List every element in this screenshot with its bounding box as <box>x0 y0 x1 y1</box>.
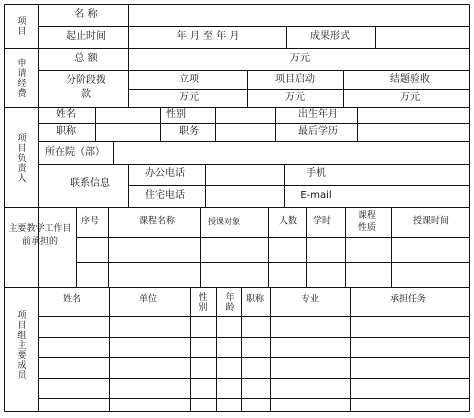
leader-post-label: 职务 <box>179 126 199 137</box>
section-label-teaching: 主要教学工作目前承担的 <box>8 224 72 247</box>
members-col-unit: 单位 <box>138 294 158 305</box>
leader-office-phone-label: 办公电话 <box>145 168 185 179</box>
funding-stage-1-unit: 万元 <box>179 92 199 103</box>
teaching-col-audience: 授课对象 <box>208 217 240 226</box>
leader-birth-label: 出生年月 <box>298 109 338 120</box>
teaching-col-time: 授课时间 <box>412 216 450 227</box>
leader-email-label: E-mail <box>300 190 332 201</box>
project-date-range: 年 月 至 年 月 <box>176 31 240 42</box>
members-col-age: 年龄 <box>223 292 234 312</box>
members-col-major: 专业 <box>300 294 320 305</box>
funding-stage-2-unit: 万元 <box>285 92 305 103</box>
funding-installments-label: 分阶段拨款 <box>66 75 106 100</box>
leader-contact-label: 联系信息 <box>70 178 110 189</box>
members-col-title: 职称 <box>245 294 265 305</box>
teaching-col-nature: 课程性质 <box>357 211 376 233</box>
leader-title-label: 职称 <box>56 126 76 137</box>
section-label-project: 项目 <box>15 16 26 36</box>
funding-total-unit: 万元 <box>290 53 310 64</box>
members-col-name: 姓名 <box>62 294 82 305</box>
funding-total-label: 总 额 <box>74 53 98 64</box>
project-start-end-label: 起止时间 <box>66 31 106 42</box>
funding-stage-3-label: 结题验收 <box>390 74 430 85</box>
leader-name-label: 姓名 <box>56 109 76 120</box>
section-label-members: 项目组主要成员 <box>15 310 26 380</box>
teaching-col-hours: 学时 <box>312 216 332 227</box>
leader-home-phone-label: 住宅电话 <box>145 190 185 201</box>
members-col-task: 承担任务 <box>389 294 427 305</box>
funding-stage-3-unit: 万元 <box>400 92 420 103</box>
leader-degree-label: 最后学历 <box>298 126 338 137</box>
funding-stage-2-label: 项目启动 <box>275 74 315 85</box>
project-result-form-label: 成果形式 <box>310 31 350 42</box>
leader-gender-label: 性别 <box>166 109 186 120</box>
teaching-col-course: 课程名称 <box>138 216 176 227</box>
teaching-col-count: 人数 <box>278 216 298 227</box>
leader-dept-label: 所在院（部） <box>45 147 105 158</box>
teaching-col-index: 序号 <box>80 216 100 227</box>
section-label-funding: 申请经费 <box>15 58 26 98</box>
funding-stage-1-label: 立项 <box>179 74 199 85</box>
leader-mobile-label: 手机 <box>306 168 326 179</box>
section-label-leader: 项目负责人 <box>15 133 26 183</box>
members-col-gender: 性别 <box>196 292 207 312</box>
project-name-label: 名 称 <box>74 9 98 20</box>
